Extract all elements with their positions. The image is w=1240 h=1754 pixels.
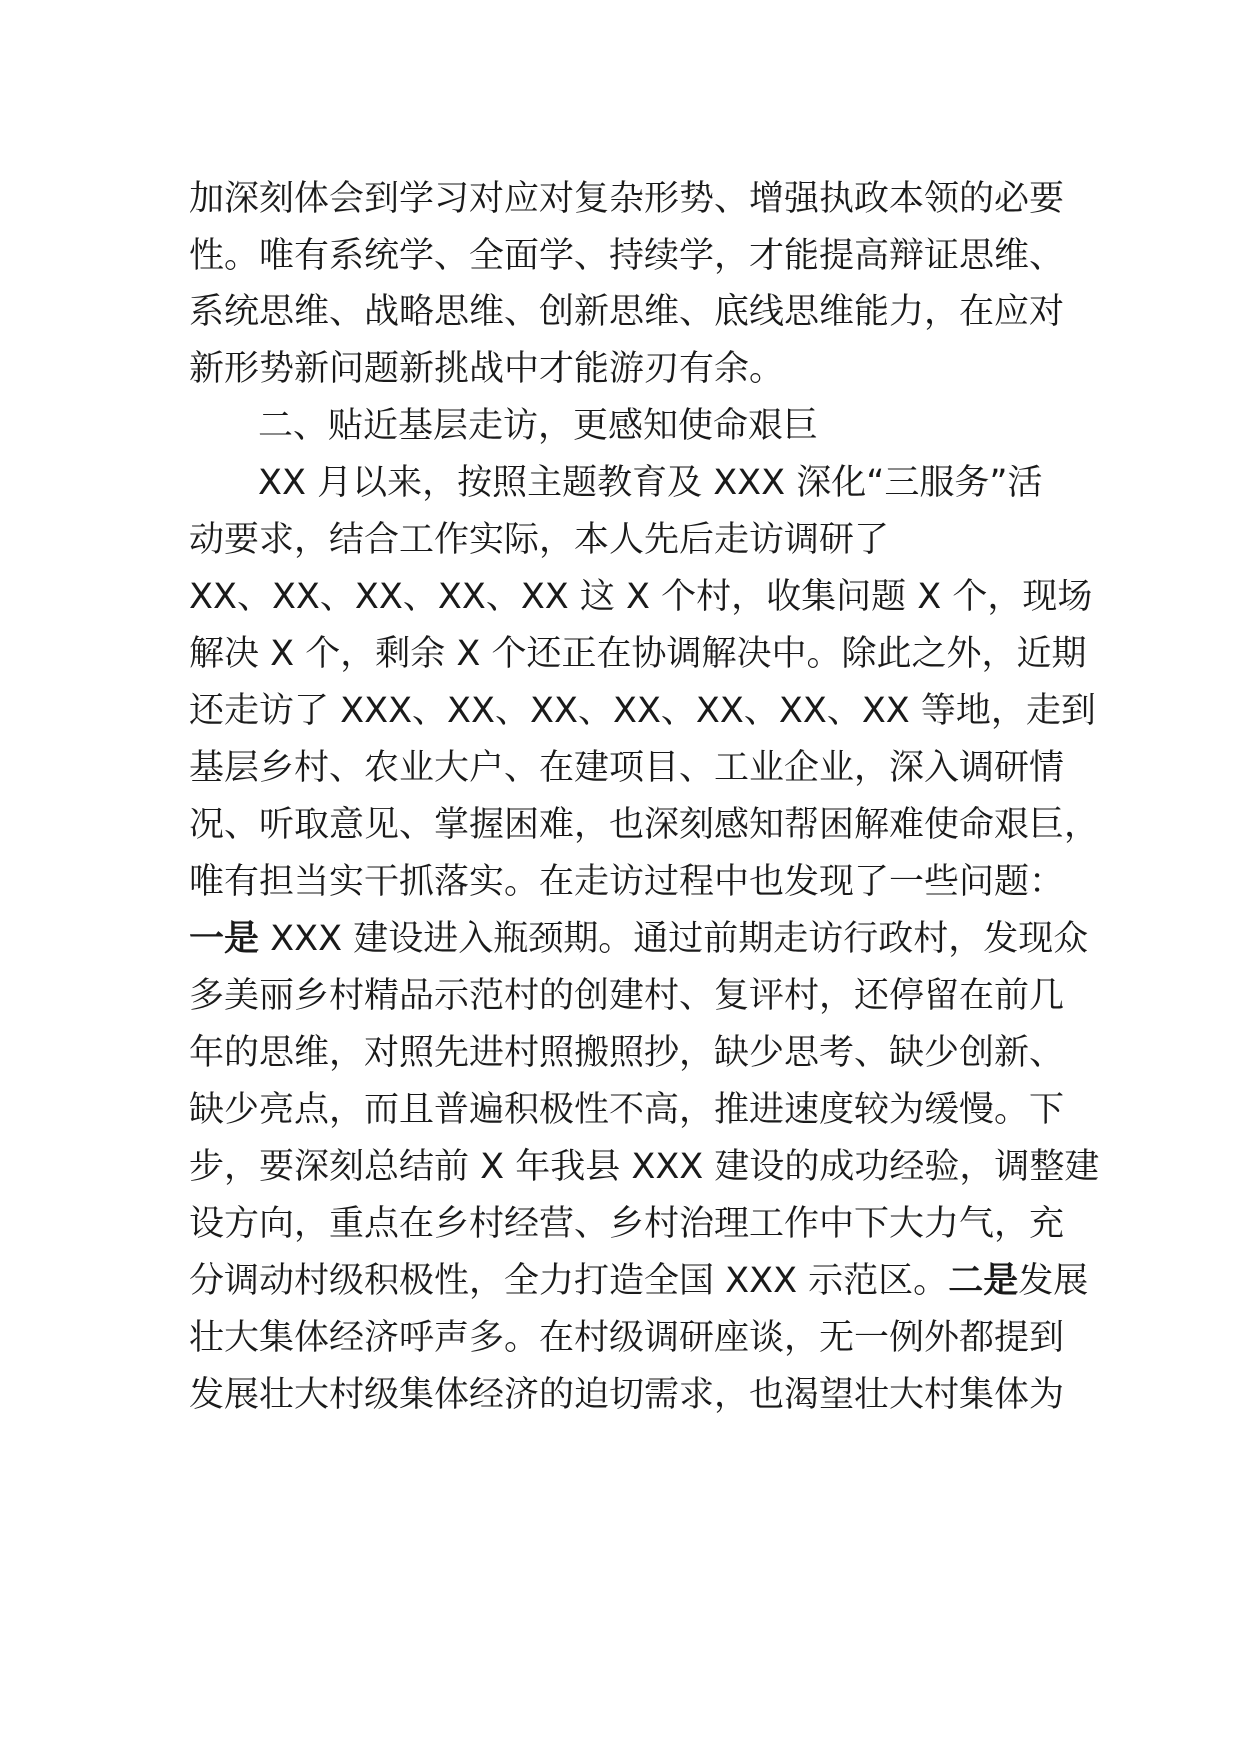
paragraph-line: 解决 X 个，剩余 X 个还正在协调解决中。除此之外，近期 <box>189 634 1087 674</box>
paragraph-line: 还走访了 XXX、XX、XX、XX、XX、XX、XX 等地，走到 <box>189 691 1096 731</box>
paragraph-line <box>189 917 1088 961</box>
paragraph-line: 多美丽乡村精品示范村的创建村、复评村，还停留在前几 <box>189 976 1065 1016</box>
point-label-1: 一是 <box>189 919 260 959</box>
point-text: XXX 建设进入瓶颈期。通过前期走访行政村，发现众 <box>259 919 1089 959</box>
paragraph-line: 况、听取意见、掌握困难，也深刻感知帮困解难使命艰巨， <box>189 805 1100 845</box>
paragraph-line: 发展壮大村级集体经济的迫切需求，也渴望壮大村集体为 <box>189 1375 1065 1415</box>
point-text-tail: 发展 <box>1018 1261 1089 1301</box>
paragraph-line: 设方向，重点在乡村经营、乡村治理工作中下大力气，充 <box>189 1204 1065 1244</box>
point-label-2: 二是 <box>948 1261 1019 1301</box>
paragraph-line: XX、XX、XX、XX、XX 这 X 个村，收集问题 X 个，现场 <box>189 577 1093 617</box>
point-text: 分调动村级积极性，全力打造全国 XXX 示范区。 <box>189 1261 949 1301</box>
paragraph-line: XX 月以来，按照主题教育及 XXX 深化“三服务”活 <box>258 463 1043 503</box>
paragraph-line: 唯有担当实干抓落实。在走访过程中也发现了一些问题： <box>189 862 1065 902</box>
paragraph-line: 加深刻体会到学习对应对复杂形势、增强执政本领的必要 <box>189 179 1065 219</box>
paragraph-line: 步，要深刻总结前 X 年我县 XXX 建设的成功经验，调整建 <box>189 1147 1100 1187</box>
paragraph-line <box>189 1259 1088 1303</box>
paragraph-line: 新形势新问题新挑战中才能游刃有余。 <box>189 349 785 389</box>
paragraph-line: 壮大集体经济呼声多。在村级调研座谈，无一例外都提到 <box>189 1318 1065 1358</box>
section-heading: 二、贴近基层走访，更感知使命艰巨 <box>258 406 819 446</box>
paragraph-line: 年的思维，对照先进村照搬照抄，缺少思考、缺少创新、 <box>189 1033 1065 1073</box>
paragraph-line: 动要求，结合工作实际，本人先后走访调研了 <box>189 520 890 560</box>
paragraph-line: 基层乡村、农业大户、在建项目、工业企业，深入调研情 <box>189 748 1065 788</box>
paragraph-line: 缺少亮点，而且普遍积极性不高，推进速度较为缓慢。下 <box>189 1090 1065 1130</box>
paragraph-line: 性。唯有系统学、全面学、持续学，才能提高辩证思维、 <box>189 236 1065 276</box>
paragraph-line: 系统思维、战略思维、创新思维、底线思维能力，在应对 <box>189 292 1065 332</box>
